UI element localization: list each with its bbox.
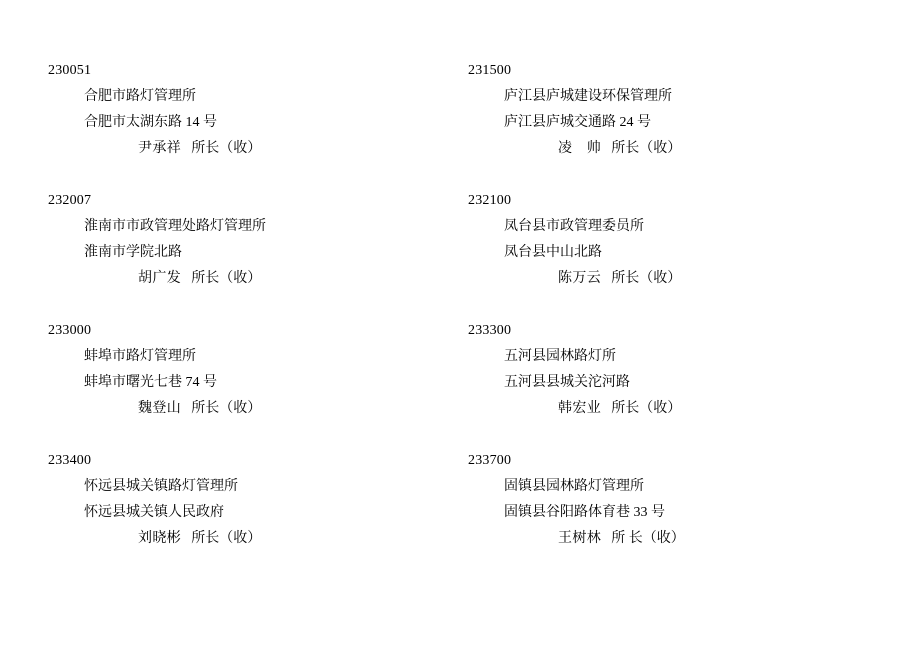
postal-code: 233300 — [468, 323, 512, 338]
recipient-line — [468, 266, 872, 292]
recipient-title: 所长（收） — [191, 531, 262, 546]
recipient-title: 所长（收） — [191, 141, 262, 156]
address-entry — [48, 448, 460, 552]
postal-code: 232007 — [48, 193, 92, 208]
recipient-line — [468, 136, 872, 162]
address-entry — [468, 448, 872, 552]
recipient-line — [48, 396, 460, 422]
street-address: 淮南市学院北路 — [84, 245, 182, 260]
postal-code: 230051 — [48, 63, 92, 78]
address-column-left — [48, 58, 460, 578]
recipient-name: 胡广发 — [138, 271, 182, 286]
recipient-name: 韩宏业 — [558, 401, 602, 416]
address-column-right — [460, 58, 872, 578]
organization-name: 蚌埠市路灯管理所 — [84, 349, 196, 364]
street-address: 凤台县中山北路 — [504, 245, 602, 260]
recipient-line — [48, 266, 460, 292]
recipient-line — [48, 136, 460, 162]
recipient-name: 尹承祥 — [138, 141, 182, 156]
recipient-name: 陈万云 — [558, 271, 602, 286]
recipient-line — [48, 526, 460, 552]
street-address: 合肥市太湖东路 14 号 — [84, 115, 217, 130]
recipient-title: 所长（收） — [611, 141, 682, 156]
recipient-name: 刘晓彬 — [138, 531, 182, 546]
recipient-name: 凌 帅 — [558, 141, 602, 156]
recipient-title: 所长（收） — [191, 271, 262, 286]
postal-code: 232100 — [468, 193, 512, 208]
organization-name: 怀远县城关镇路灯管理所 — [84, 479, 238, 494]
recipient-line — [468, 396, 872, 422]
address-list — [48, 58, 872, 578]
street-address: 庐江县庐城交通路 24 号 — [504, 115, 651, 130]
street-address: 蚌埠市曙光七巷 74 号 — [84, 375, 217, 390]
recipient-name: 王树林 — [558, 531, 602, 546]
recipient-line — [468, 526, 872, 552]
organization-name: 五河县园林路灯所 — [504, 349, 616, 364]
postal-code: 233000 — [48, 323, 92, 338]
address-entry — [48, 58, 460, 162]
address-entry — [468, 318, 872, 422]
postal-code: 233400 — [48, 453, 92, 468]
street-address: 五河县县城关沱河路 — [504, 375, 630, 390]
recipient-title: 所长（收） — [611, 271, 682, 286]
organization-name: 凤台县市政管理委员所 — [504, 219, 644, 234]
address-entry — [468, 188, 872, 292]
postal-code: 231500 — [468, 63, 512, 78]
organization-name: 合肥市路灯管理所 — [84, 89, 196, 104]
address-entry — [48, 188, 460, 292]
organization-name: 固镇县园林路灯管理所 — [504, 479, 644, 494]
address-entry — [48, 318, 460, 422]
street-address: 怀远县城关镇人民政府 — [84, 505, 224, 520]
postal-code: 233700 — [468, 453, 512, 468]
recipient-title: 所长（收） — [191, 401, 262, 416]
recipient-title: 所 长（收） — [611, 531, 685, 546]
street-address: 固镇县谷阳路体育巷 33 号 — [504, 505, 665, 520]
address-entry — [468, 58, 872, 162]
recipient-name: 魏登山 — [138, 401, 182, 416]
recipient-title: 所长（收） — [611, 401, 682, 416]
organization-name: 庐江县庐城建设环保管理所 — [504, 89, 672, 104]
organization-name: 淮南市市政管理处路灯管理所 — [84, 219, 266, 234]
